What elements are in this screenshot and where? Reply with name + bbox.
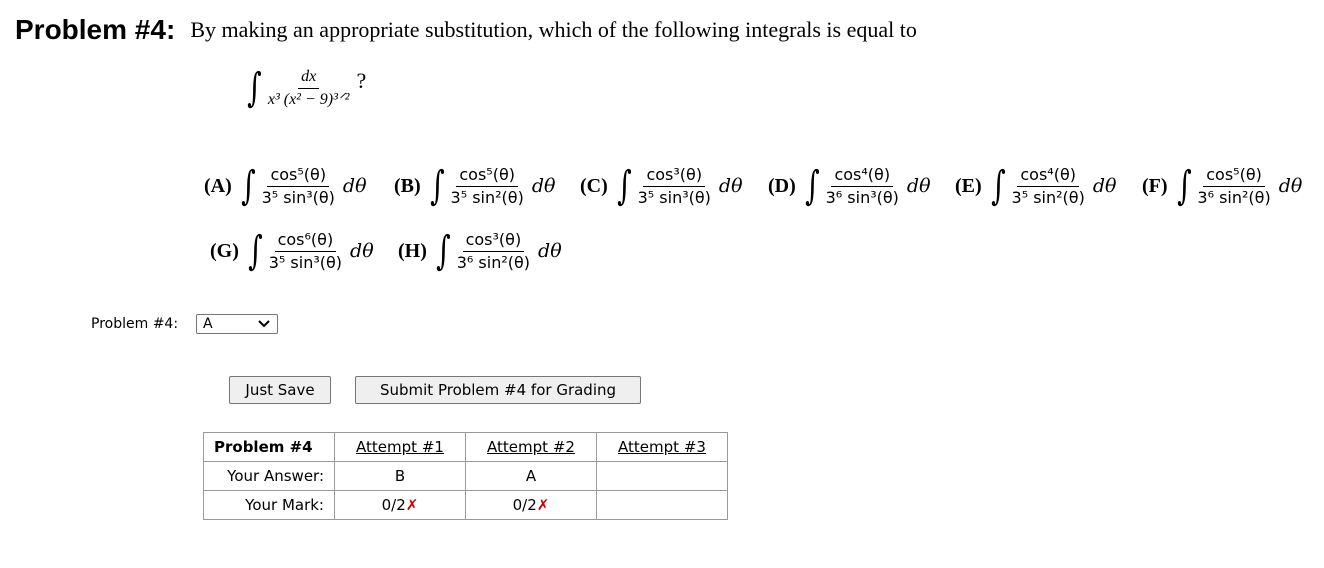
integral-sign: ∫ [990, 163, 1006, 210]
choice-numerator: cos⁴(θ) [1017, 166, 1079, 187]
problem-header [15, 14, 917, 46]
choice-numerator: cos⁵(θ) [267, 166, 329, 187]
attempt-column-header [597, 433, 728, 462]
submit-button[interactable]: Submit Problem #4 for Grading [355, 376, 641, 404]
choice-dtheta: dθ [906, 175, 931, 198]
integral-sign: ∫ [616, 163, 632, 210]
choice-numerator: cos⁴(θ) [831, 166, 893, 187]
choice-denominator: 3⁶ sin³(θ) [825, 187, 899, 207]
choice-fraction [1009, 166, 1088, 206]
attempt-1-link[interactable]: Attempt #1 [356, 438, 444, 456]
choice-fraction [448, 166, 527, 206]
attempt-2-link[interactable]: Attempt #2 [487, 438, 575, 456]
answer-cell: B [335, 462, 466, 491]
choice-fraction [266, 231, 345, 271]
mark-value: 0/2 [381, 496, 406, 514]
mark-value: 0/2 [512, 496, 537, 514]
mark-cell [597, 491, 728, 520]
attempts-table [203, 432, 728, 520]
choice-a [204, 163, 367, 210]
choice-numerator: cos³(θ) [643, 166, 705, 187]
choice-dtheta: dθ [538, 240, 562, 263]
choice-d [768, 163, 931, 210]
table-row [204, 491, 728, 520]
your-mark-label: Your Mark: [204, 491, 335, 520]
answer-select[interactable] [196, 314, 278, 334]
choice-h [398, 228, 562, 275]
incorrect-icon: ✗ [536, 496, 550, 514]
choice-label: (F) [1142, 174, 1168, 197]
choice-e [955, 163, 1117, 210]
choice-dtheta: dθ [1092, 175, 1117, 198]
attempt-column-header [466, 433, 597, 462]
choice-fraction [454, 231, 533, 271]
choice-dtheta: dθ [342, 175, 367, 198]
answer-row [91, 314, 278, 334]
integral-sign: ∫ [248, 228, 263, 275]
mark-cell [335, 491, 466, 520]
choice-fraction [823, 166, 902, 206]
integral-sign: ∫ [1176, 163, 1192, 210]
table-row [204, 433, 728, 462]
problem-title: Problem #4: [15, 14, 176, 45]
answer-selected-value: A [203, 316, 213, 332]
question-denominator: x³ (x² − 9)³ᐟ² [267, 90, 350, 108]
choice-label: (G) [210, 239, 239, 262]
table-row [204, 462, 728, 491]
your-answer-label: Your Answer: [204, 462, 335, 491]
integral-sign: ∫ [247, 65, 262, 112]
answer-label: Problem #4: [91, 316, 179, 332]
integral-sign: ∫ [429, 163, 445, 210]
problem-question: By making an appropriate substitution, which of the following integrals is equal to [190, 17, 917, 42]
choice-denominator: 3⁶ sin²(θ) [456, 252, 531, 272]
incorrect-icon: ✗ [405, 496, 419, 514]
attempt-column-header [335, 433, 466, 462]
attempts-header: Problem #4 [204, 433, 335, 462]
choice-dtheta: dθ [718, 175, 743, 198]
choice-dtheta: dθ [350, 240, 374, 263]
question-fraction [265, 68, 353, 108]
integral-sign: ∫ [436, 228, 451, 275]
answer-cell: A [466, 462, 597, 491]
choice-label: (D) [768, 174, 796, 197]
choice-label: (A) [204, 174, 232, 197]
choice-numerator: cos³(θ) [463, 231, 525, 252]
choice-b [394, 163, 556, 210]
attempt-3-link[interactable]: Attempt #3 [618, 438, 706, 456]
choice-label: (E) [955, 174, 982, 197]
choice-denominator: 3⁵ sin³(θ) [268, 252, 343, 272]
choice-f [1142, 163, 1303, 210]
choice-dtheta: dθ [1278, 175, 1303, 198]
question-numerator: dx [298, 68, 319, 89]
choice-numerator: cos⁶(θ) [275, 231, 337, 252]
mark-cell [466, 491, 597, 520]
chevron-down-icon [257, 319, 271, 329]
choice-fraction [259, 166, 338, 206]
choice-numerator: cos⁵(θ) [456, 166, 518, 187]
just-save-button[interactable]: Just Save [229, 376, 331, 404]
answer-cell [597, 462, 728, 491]
choice-c [580, 163, 743, 210]
choice-g [210, 228, 374, 275]
choice-label: (H) [398, 239, 427, 262]
choice-fraction [1194, 166, 1273, 206]
choice-denominator: 3⁵ sin²(θ) [1011, 187, 1085, 207]
integral-sign: ∫ [804, 163, 820, 210]
question-integral [244, 65, 367, 112]
choice-denominator: 3⁶ sin²(θ) [1197, 187, 1271, 207]
integral-sign: ∫ [240, 163, 256, 210]
choice-numerator: cos⁵(θ) [1203, 166, 1265, 187]
choice-denominator: 3⁵ sin³(θ) [637, 187, 711, 207]
choice-denominator: 3⁵ sin²(θ) [450, 187, 524, 207]
choice-label: (B) [394, 174, 421, 197]
choice-dtheta: dθ [531, 175, 556, 198]
choice-label: (C) [580, 174, 608, 197]
choice-fraction [635, 166, 714, 206]
choice-denominator: 3⁵ sin³(θ) [261, 187, 335, 207]
question-mark: ? [356, 68, 367, 94]
